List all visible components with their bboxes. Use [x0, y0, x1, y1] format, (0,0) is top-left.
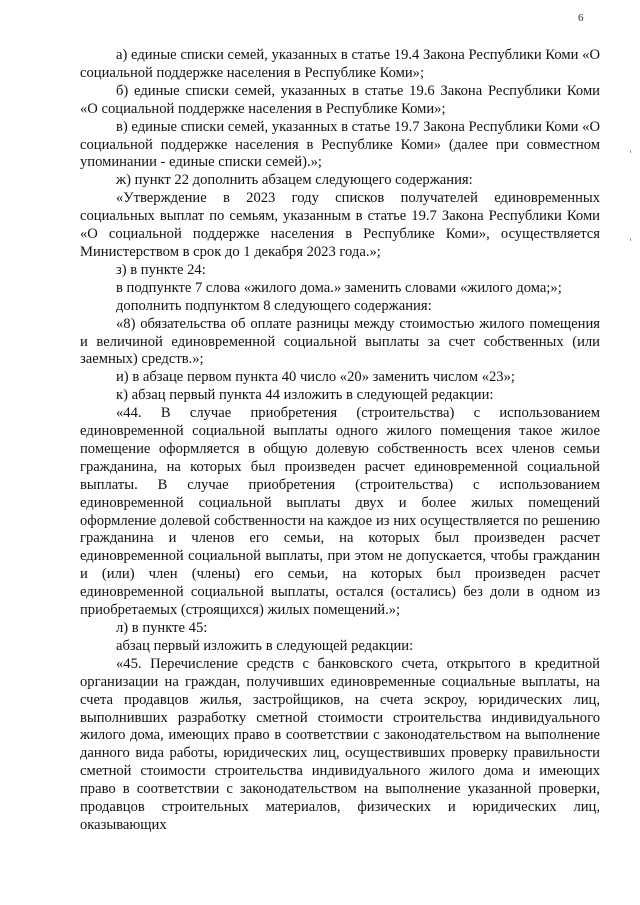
paragraph-l-quote-45: «45. Перечисление средств с банковского счета, открытого в кредитной организации на граждан, получивших единовременные социальные выплаты, на счета продавцов жилья, застройщиков, на счета эскроу, юридических лиц, выполнивших разработку сметной стоимости строительства индивидуального жилого дома, имеющих право в соответствии с законодательством на выполнение данного вида работы, юридических лиц, осуществивших проверку правильности сметной стоимости строительства индивидуального жилого дома и имеющих право в соответствии с законодательством на выполнение указанной проверки, продавцов строительных материалов, физических и юридических лиц, оказывающих: [80, 655, 600, 833]
paragraph-z-subitem-8: «8) обязательства об оплате разницы между стоимостью жилого помещения и величиной единовременной социальной выплаты за счет собственных (или заемных) средств.»;: [80, 315, 600, 368]
margin-mark: [630, 238, 631, 241]
paragraph-z-subitem-7: в подпункте 7 слова «жилого дома.» заменить словами «жилого дома;»;: [116, 279, 562, 296]
paragraph-z: з) в пункте 24:: [116, 261, 206, 278]
paragraph-z-add-subitem: дополнить подпунктом 8 следующего содержания:: [116, 297, 432, 314]
margin-mark: [630, 150, 631, 153]
paragraph-l: л) в пункте 45:: [116, 620, 208, 636]
paragraph-k-quote-44: «44. В случае приобретения (строительства) с использованием единовременной социальной выплаты одного жилого помещения такое жилое помещение оформляется в общую долевую собственность всех членов семьи гражданина, на которых был произведен расчет единовременной социальной выплаты. В случае приобретения (строительства) с использованием единовременной социальной выплаты двух и более жилых помещений оформление долевой собственности на каждое из них осуществляется по решению гражданина и членов его семьи, на которых был произведен расчет единовременной социальной выплаты, при этом не допускается, чтобы гражданин и (или) член (члены) его семьи, на которых был произведен расчет единовременной социальной выплаты, остался (остались) без доли в одном из приобретаемых (строящихся) жилых помещений.»;: [80, 405, 600, 619]
paragraph-v: в) единые списки семей, указанных в статье 19.7 Закона Республики Коми «О социальной поддержке населения в Республике Коми» (далее при совместном упоминании - единые списки семей).»;: [80, 118, 600, 171]
paragraph-k: к) абзац первый пункта 44 изложить в следующей редакции:: [116, 387, 494, 404]
paragraph-b: б) единые списки семей, указанных в статье 19.6 Закона Республики Коми «О социальной поддержке населения в Республике Коми»;: [80, 82, 600, 117]
paragraph-zh-quote: «Утверждение в 2023 году списков получателей единовременных социальных выплат по семьям, указанным в статье 19.7 Закона Республики Коми «О социальной поддержке населения в Республике Коми», осуществляется Министерством в срок до 1 декабря 2023 года.»;: [80, 190, 600, 260]
page-number: 6: [578, 12, 584, 24]
paragraph-i: и) в абзаце первом пункта 40 число «20» заменить числом «23»;: [116, 369, 515, 386]
document-body: [80, 47, 600, 835]
paragraph-a: а) единые списки семей, указанных в статье 19.4 Закона Республики Коми «О социальной поддержке населения в Республике Коми»;: [80, 47, 600, 81]
paragraph-zh: ж) пункт 22 дополнить абзацем следующего содержания:: [116, 172, 473, 189]
paragraph-l-first: абзац первый изложить в следующей редакции:: [116, 637, 414, 654]
